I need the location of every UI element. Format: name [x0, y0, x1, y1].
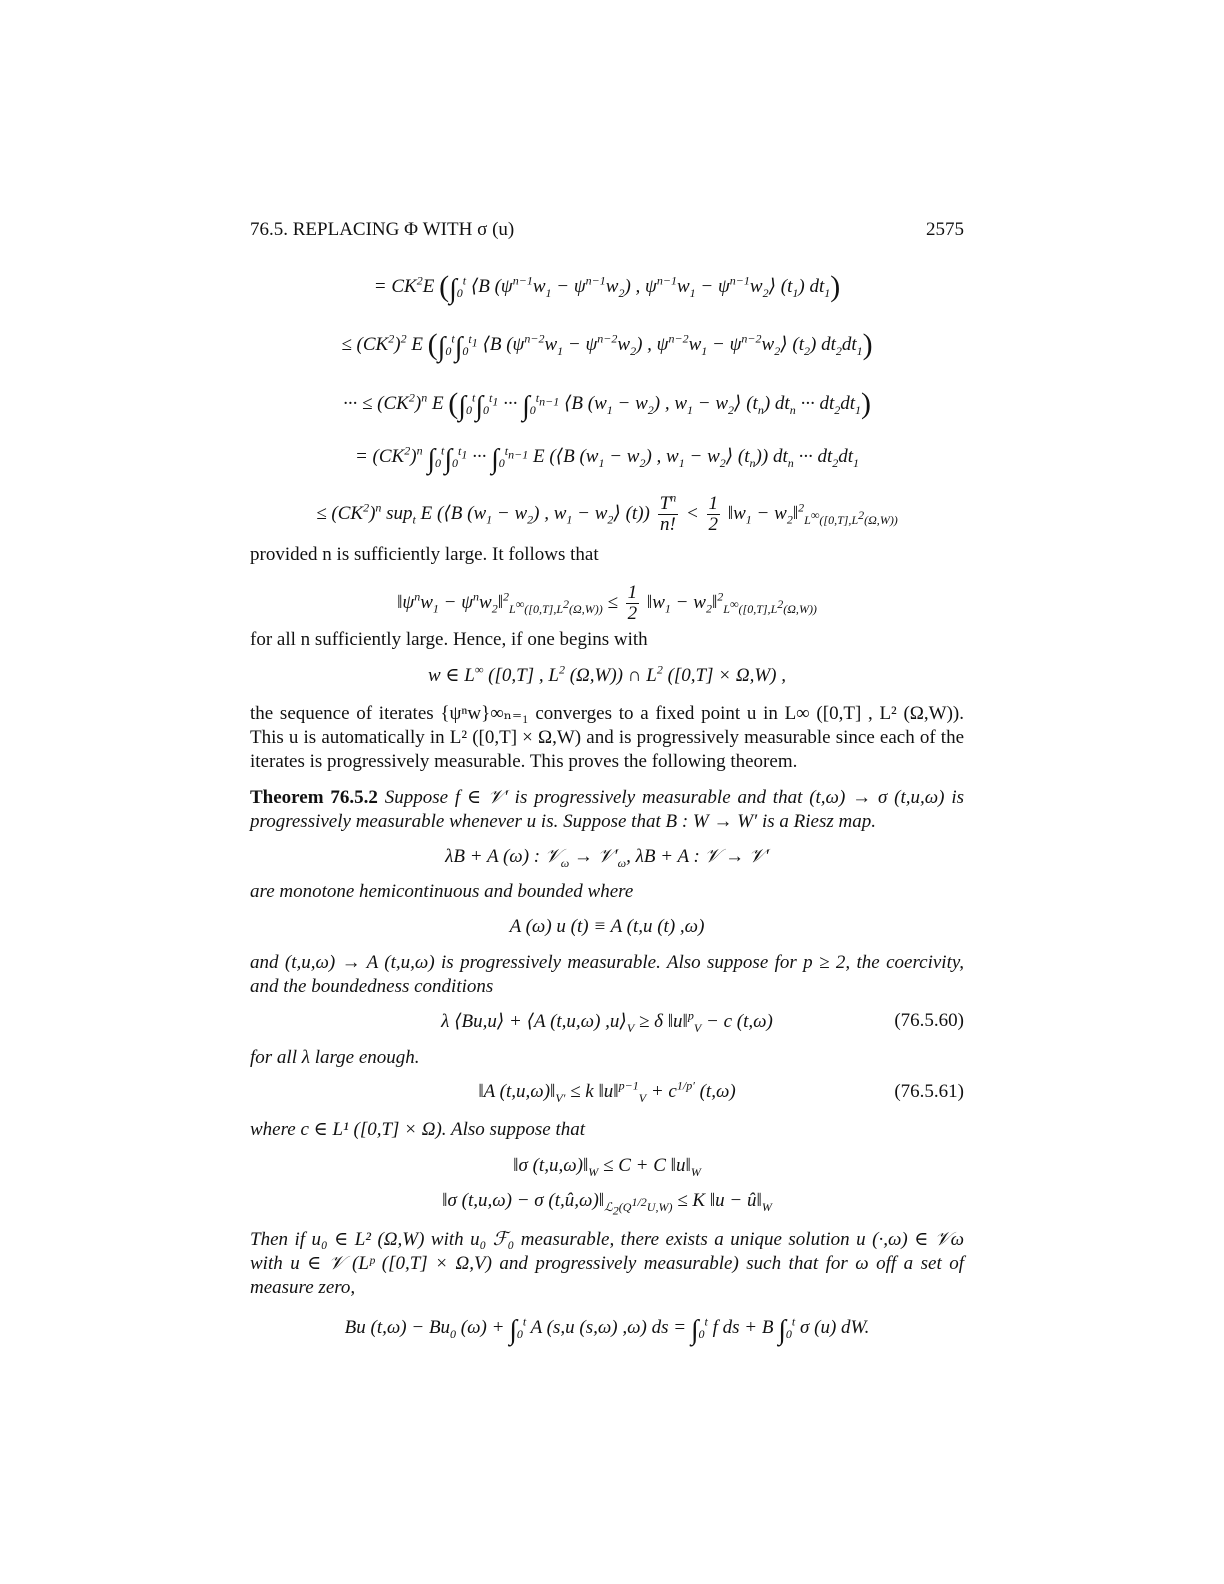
equation-number: (76.5.61): [894, 1081, 964, 1102]
page-number: 2575: [926, 219, 964, 240]
equation-initial-space: w ∈ L∞ ([0,T] , $L^2$ (Ω,W)) ∩ $L^2$ ([0,T] × Ω,W) ,: [427, 662, 786, 686]
equation-sigma-lipschitz: ‖σ (t,u,ω) − σ $(t,û,\omega)‖_{ℒ_2(Q^{1/2}U,W)} \le K$ ‖u − $û‖_W$: [442, 1190, 772, 1218]
derivation-line-4: = $(CK^2)^n$ $\int_0^t\int_0^{t_1}$ ··· $\int_0^{t_{n-1}}$ E (⟨B $(w_1 - w_2)$ , $w_1$ − $w_2⟩$ $(t_n)$) $dt_n$ ··· $dt_2dt_1$: [354, 443, 860, 475]
running-header: [250, 219, 964, 245]
paragraph-coercivity: and (t,u,ω) → A (t,u,ω) is progressively measurable. Also suppose for p ≥ 2, the coercivity, and the boundedness conditions: [250, 952, 964, 997]
derivation-line-2: ≤ $(CK^2)^2$ E ($\int_0^t\int_0^{t_1}$ ⟨B $(\psi^{n-2}w_1 - \psi^{n-2}w_2)$ , $\psi^{n-2}w_1$ − $\psi^{n-2}w_2⟩$ $(t_2)$ $dt_2dt_1$): [341, 328, 873, 363]
paragraph-iterates: the sequence of iterates {ψⁿw}∞ₙ₌₁ converges to a fixed point u in L∞ ([0,T] , L² (Ω,W)). This u is automatically in L² ([0,T] × Ω,W) and is progressively measurable since each of the iterates is progressively measurable. This proves the following theorem.: [250, 703, 964, 772]
equation-number: (76.5.60): [894, 1010, 964, 1031]
page: [250, 0, 964, 1584]
paragraph-lambda: for all λ large enough.: [250, 1047, 420, 1068]
equation-sigma-growth: ‖σ $(t,u,\omega)‖_W \le C + C$ $‖u‖_W$: [513, 1155, 701, 1179]
equation-operators: λB + A (ω) : 𝒱$_\omega$ → $𝒱'_\omega$, λB + A : 𝒱 → 𝒱′: [445, 846, 769, 870]
theorem-statement: Theorem 76.5.2 Suppose f ∈ 𝒱′ is progressively measurable and that (t,ω) → σ (t,u,ω) is progressively measurable whenever u is. Suppose that B : W → W′ is a Riesz map.: [250, 787, 965, 832]
derivation-line-5: ≤ $(CK^2)^n$ sup$_t$ E (⟨B $(w_1 - w_2)$ , $w_1$ − $w_2⟩$ (t)) $\frac{T^n}{n!}$ < $\frac{1}{2}$ $‖w_1$ − $w_2‖^2_{L^\infty([0,T],L^2(\Omega,W))}$: [316, 490, 898, 535]
theorem-label: Theorem 76.5.2: [250, 787, 378, 808]
equation-boundedness: ‖A $(t,u,\omega)‖_{V'} \le k$ ‖u‖$^{p-1}_V$ + $c^{1/p'}$ (t,ω) (76.5.61): [478, 1078, 964, 1105]
paragraph-conclusion: Then if u₀ ∈ L² (Ω,W) with u₀ ℱ₀ measurable, there exists a unique solution u (·,ω) ∈ 𝒱ω with u ∈ 𝒱 (Lᵖ ([0,T] × Ω,V) and progressively measurable) such that for ω off a set of measure zero,: [250, 1229, 964, 1298]
paragraph-provided: provided n is sufficiently large. It follows that: [250, 544, 599, 565]
equation-coercivity: λ ⟨Bu,u⟩ + ⟨A (t,u,ω) $,u⟩_V \ge \delta$ ‖u‖$^p_V$ − c (t,ω) (76.5.60): [441, 1008, 964, 1035]
equation-contraction: $‖\psi^nw_1$ − $\psi^nw_2‖^2_{L^\infty([0,T],L^2(\Omega,W))}$ ≤ $\frac{1}{2}$ $‖w_1$ − $w_2‖^2_{L^\infty([0,T],L^2(\Omega,W))}$: [397, 582, 817, 624]
paragraph-monotone: are monotone hemicontinuous and bounded where: [250, 881, 634, 902]
paragraph-hence: for all n sufficiently large. Hence, if one begins with: [250, 629, 648, 650]
equation-solution: Bu $(t,\omega) - Bu_0$ $(\omega) + \int_0^t$ A (s,u (s,ω) ,ω) ds = $\int_0^t$ f ds + B $\int_0^t$ σ (u) dW.: [344, 1314, 870, 1346]
derivation-line-3: ··· ≤ $(CK^2)^n$ E ($\int_0^t\int_0^{t_1}$ ··· $\int_0^{t_{n-1}}$ ⟨B $(w_1 - w_2)$ , $w_1$ − $w_2⟩$ $(t_n)$ $dt_n$ ··· $dt_2dt_1$): [342, 387, 871, 422]
paragraph-where: where c ∈ L¹ ([0,T] × Ω). Also suppose that: [250, 1119, 586, 1140]
equation-definition: A (ω) u (t) ≡ A (t,u (t) ,ω): [509, 916, 705, 937]
derivation-line-1: = $CK^2E$ ($\int_0^t$ ⟨B $(\psi^{n-1}w_1 - \psi^{n-1}w_2)$ , $\psi^{n-1}w_1$ − $\psi^{n-1}w_2⟩$ $(t_1)$ $dt_1$): [373, 270, 841, 305]
running-head: 76.5. REPLACING Φ WITH σ (u): [250, 219, 515, 240]
